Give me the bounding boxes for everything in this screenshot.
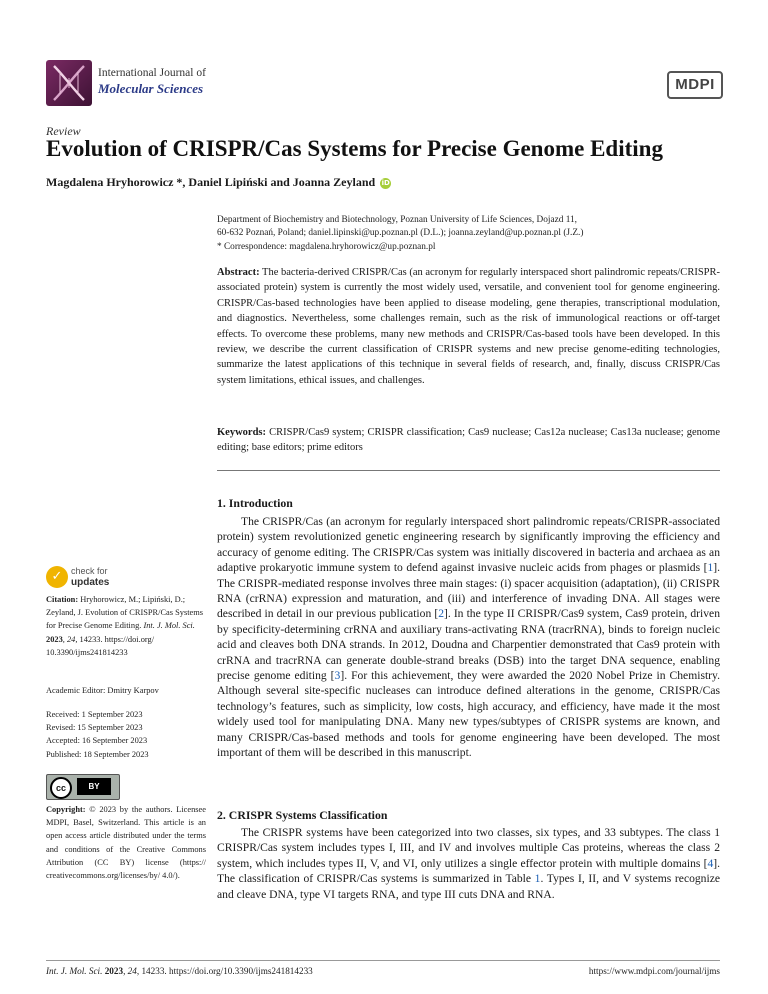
date-published: Published: 18 September 2023 bbox=[46, 749, 149, 759]
date-revised: Revised: 15 September 2023 bbox=[46, 723, 143, 733]
date-accepted: Accepted: 16 September 2023 bbox=[46, 736, 148, 746]
affiliation-line: Department of Biochemistry and Biotechnology, Poznan University of Life Sciences, Dojazd 11, bbox=[217, 215, 577, 225]
date-received: Received: 1 September 2023 bbox=[46, 710, 143, 719]
affiliations bbox=[217, 214, 717, 254]
article-title: Evolution of CRISPR/Cas Systems for Precise Genome Editing bbox=[46, 136, 663, 161]
creative-commons-icon: cc bbox=[50, 777, 72, 799]
keywords-text: CRISPR/Cas9 system; CRISPR classification; Cas9 nuclease; Cas12a nuclease; Cas13a nuclease; genome editing; base editors; prime editors bbox=[217, 427, 720, 454]
author-names: Magdalena Hryhorowicz *, Daniel Lipiński and Joanna Zeyland bbox=[46, 175, 376, 189]
body-text: ]. For this achievement, they were awarded the 2020 Nobel Prize in Chemistry. Although several site-specific nucleases can introduce defined alterations in the genome, CRISPR/Cas technology’s features, such as simplicity, low costs, high accuracy, and efficiency, have made it the most widely used tool for manipulating DNA. Many new types/subtypes of CRISPR systems are known, and many CRISPR/Cas-based methods and tools for genome engineering have been developed. The most important of them will be described in this manuscript. bbox=[217, 669, 720, 760]
citation-link[interactable]: 4 bbox=[707, 856, 714, 870]
article-type: Review bbox=[46, 124, 81, 138]
copyright-label: Copyright: bbox=[46, 805, 86, 814]
abstract-label: Abstract: bbox=[217, 267, 260, 278]
journal-logo bbox=[46, 60, 92, 106]
checkmark-icon: ✓ bbox=[46, 566, 68, 588]
section-heading-classification: 2. CRISPR Systems Classification bbox=[217, 808, 388, 822]
citation-label: Citation: bbox=[46, 595, 79, 604]
abstract-text: The bacteria-derived CRISPR/Cas (an acronym for regularly interspaced short palindromic repeats/CRISPR-associated protein) system is currently the most widely used, versatile, and convenient tool for genome engineering. CRISPR/Cas-based technologies have been applied to disease modeling, gene therapies, transcriptional modulation, and diagnostics. Nevertheless, some challenges remain, such as the risk of immunological reactions or off-target effects. To overcome these problems, many new methods and CRISPR/Cas-based tools have been developed. In this review, we describe the current classification of CRISPR systems and new precise genome-editing technologies, summarize the latest applications of this technique in several fields of research, and, finally, discuss CRISPR/Cas system limitations, ethical issues, and challenges. bbox=[217, 267, 720, 386]
citation-block bbox=[46, 593, 206, 659]
classification-paragraph bbox=[217, 825, 720, 902]
body-text: The CRISPR/Cas (an acronym for regularly interspaced short palindromic repeats/CRISPR-associated protein) system revolutionized genetic engineering research by significantly improving the efficiency and accuracy of genome editing. The CRISPR/Cas system was initially discovered in bacteria and archaea as an adaptive prokaryotic immune system to defend against invasive nucleic acids from phages or plasmids [ bbox=[217, 515, 720, 575]
footer-volume: , 24 bbox=[123, 966, 137, 976]
affiliation-line: 60-632 Poznań, Poland; daniel.lipinski@up.poznan.pl (D.L.); joanna.zeyland@up.poznan.pl (J.Z.) bbox=[217, 228, 584, 239]
body-text: The CRISPR systems have been categorized into two classes, six types, and 33 subtypes. The class 1 CRISPR/Cas system includes types I, III, and IV and involves multiple Cas proteins, whereas the class 2 system, which includes types II, V, and VI, only utilizes a single effector protein with multiple domains [ bbox=[217, 826, 720, 870]
dna-helix-icon bbox=[46, 60, 92, 106]
copyright-block bbox=[46, 803, 206, 882]
footer-journal: Int. J. Mol. Sci. bbox=[46, 966, 103, 976]
journal-name-line1: International Journal of bbox=[98, 67, 206, 79]
academic-editor: Academic Editor: Dmitry Karpov bbox=[46, 686, 159, 695]
cc-by-license-badge[interactable] bbox=[46, 774, 120, 800]
citation-journal: Int. J. Mol. Sci. bbox=[143, 621, 195, 631]
keywords-label: Keywords: bbox=[217, 427, 266, 438]
citation-year: 2023 bbox=[46, 634, 63, 644]
correspondence: * Correspondence: magdalena.hryhorowicz@up.poznan.pl bbox=[217, 241, 436, 252]
footer-journal-url[interactable]: https://www.mdpi.com/journal/ijms bbox=[588, 966, 720, 976]
orcid-icon[interactable]: iD bbox=[381, 179, 390, 187]
dates-block bbox=[46, 708, 206, 761]
footer-doi[interactable]: , 14233. https://doi.org/10.3390/ijms241814233 bbox=[136, 966, 313, 976]
keywords bbox=[217, 425, 720, 456]
citation-link[interactable]: 3 bbox=[334, 669, 341, 683]
table-link[interactable]: 1 bbox=[534, 872, 541, 886]
section-heading-introduction: 1. Introduction bbox=[217, 496, 293, 510]
footer-year: 2023 bbox=[102, 966, 124, 976]
journal-name-line2: Molecular Sciences bbox=[98, 81, 204, 96]
body-text: ]. The classification of CRISPR/Cas systems is summarized in Table bbox=[217, 856, 720, 886]
introduction-paragraph bbox=[217, 514, 720, 761]
citation-doi[interactable]: , 14233. https://doi.org/ 10.3390/ijms241814233 bbox=[46, 634, 155, 657]
abstract bbox=[217, 265, 720, 388]
citation-link[interactable]: 2 bbox=[438, 607, 444, 621]
citation-text: Hryhorowicz, M.; Lipiński, D.; Zeyland, J. Evolution of CRISPR/Cas Systems for Precise Genome Editing. bbox=[46, 595, 204, 631]
footer-divider bbox=[46, 960, 720, 961]
divider bbox=[217, 470, 720, 471]
updates-label: updates bbox=[71, 577, 110, 588]
by-label: BY bbox=[77, 778, 111, 795]
publisher-logo: MDPI bbox=[667, 71, 723, 99]
check-for-label: check for bbox=[71, 566, 108, 576]
body-text: ]. The CRISPR-mediated response involves three main stages: (i) spacer acquisition (adaptation), (ii) CRISPR RNA (crRNA) expression and maturation, and (iii) and interference of invading DNA. All stages were described in detail in our previous publication [ bbox=[217, 561, 720, 621]
body-text: . Types I, II, and V systems recognize and cleave DNA, type VI targets RNA, and type III cuts DNA and RNA. bbox=[217, 872, 720, 901]
check-for-updates-badge[interactable] bbox=[46, 565, 109, 588]
body-text: ]. In the type II CRISPR/Cas9 system, Cas9 protein, driven by specificity-determining crRNA and auxiliary trans-activating RNA (tracrRNA), binds to foreign nucleic acid and cleaves both DNA strands. In 2012, Doudna and Charpentier demonstrated that Cas9 protein with crRNA and tracrRNA can generate double-strand breaks (DSB) into the target DNA sequence, enabling precise genome editing [ bbox=[217, 607, 720, 683]
author-list bbox=[46, 175, 391, 190]
footer-citation bbox=[46, 966, 313, 976]
citation-link[interactable]: 1 bbox=[707, 561, 714, 575]
copyright-text: © 2023 by the authors. Licensee MDPI, Basel, Switzerland. This article is an open access article distributed under the terms and conditions of the Creative Commons Attribution (CC BY) license (https:// creativecommons.org/licenses/by/ 4.0/). bbox=[46, 805, 206, 881]
citation-volume: , 24 bbox=[62, 634, 76, 644]
